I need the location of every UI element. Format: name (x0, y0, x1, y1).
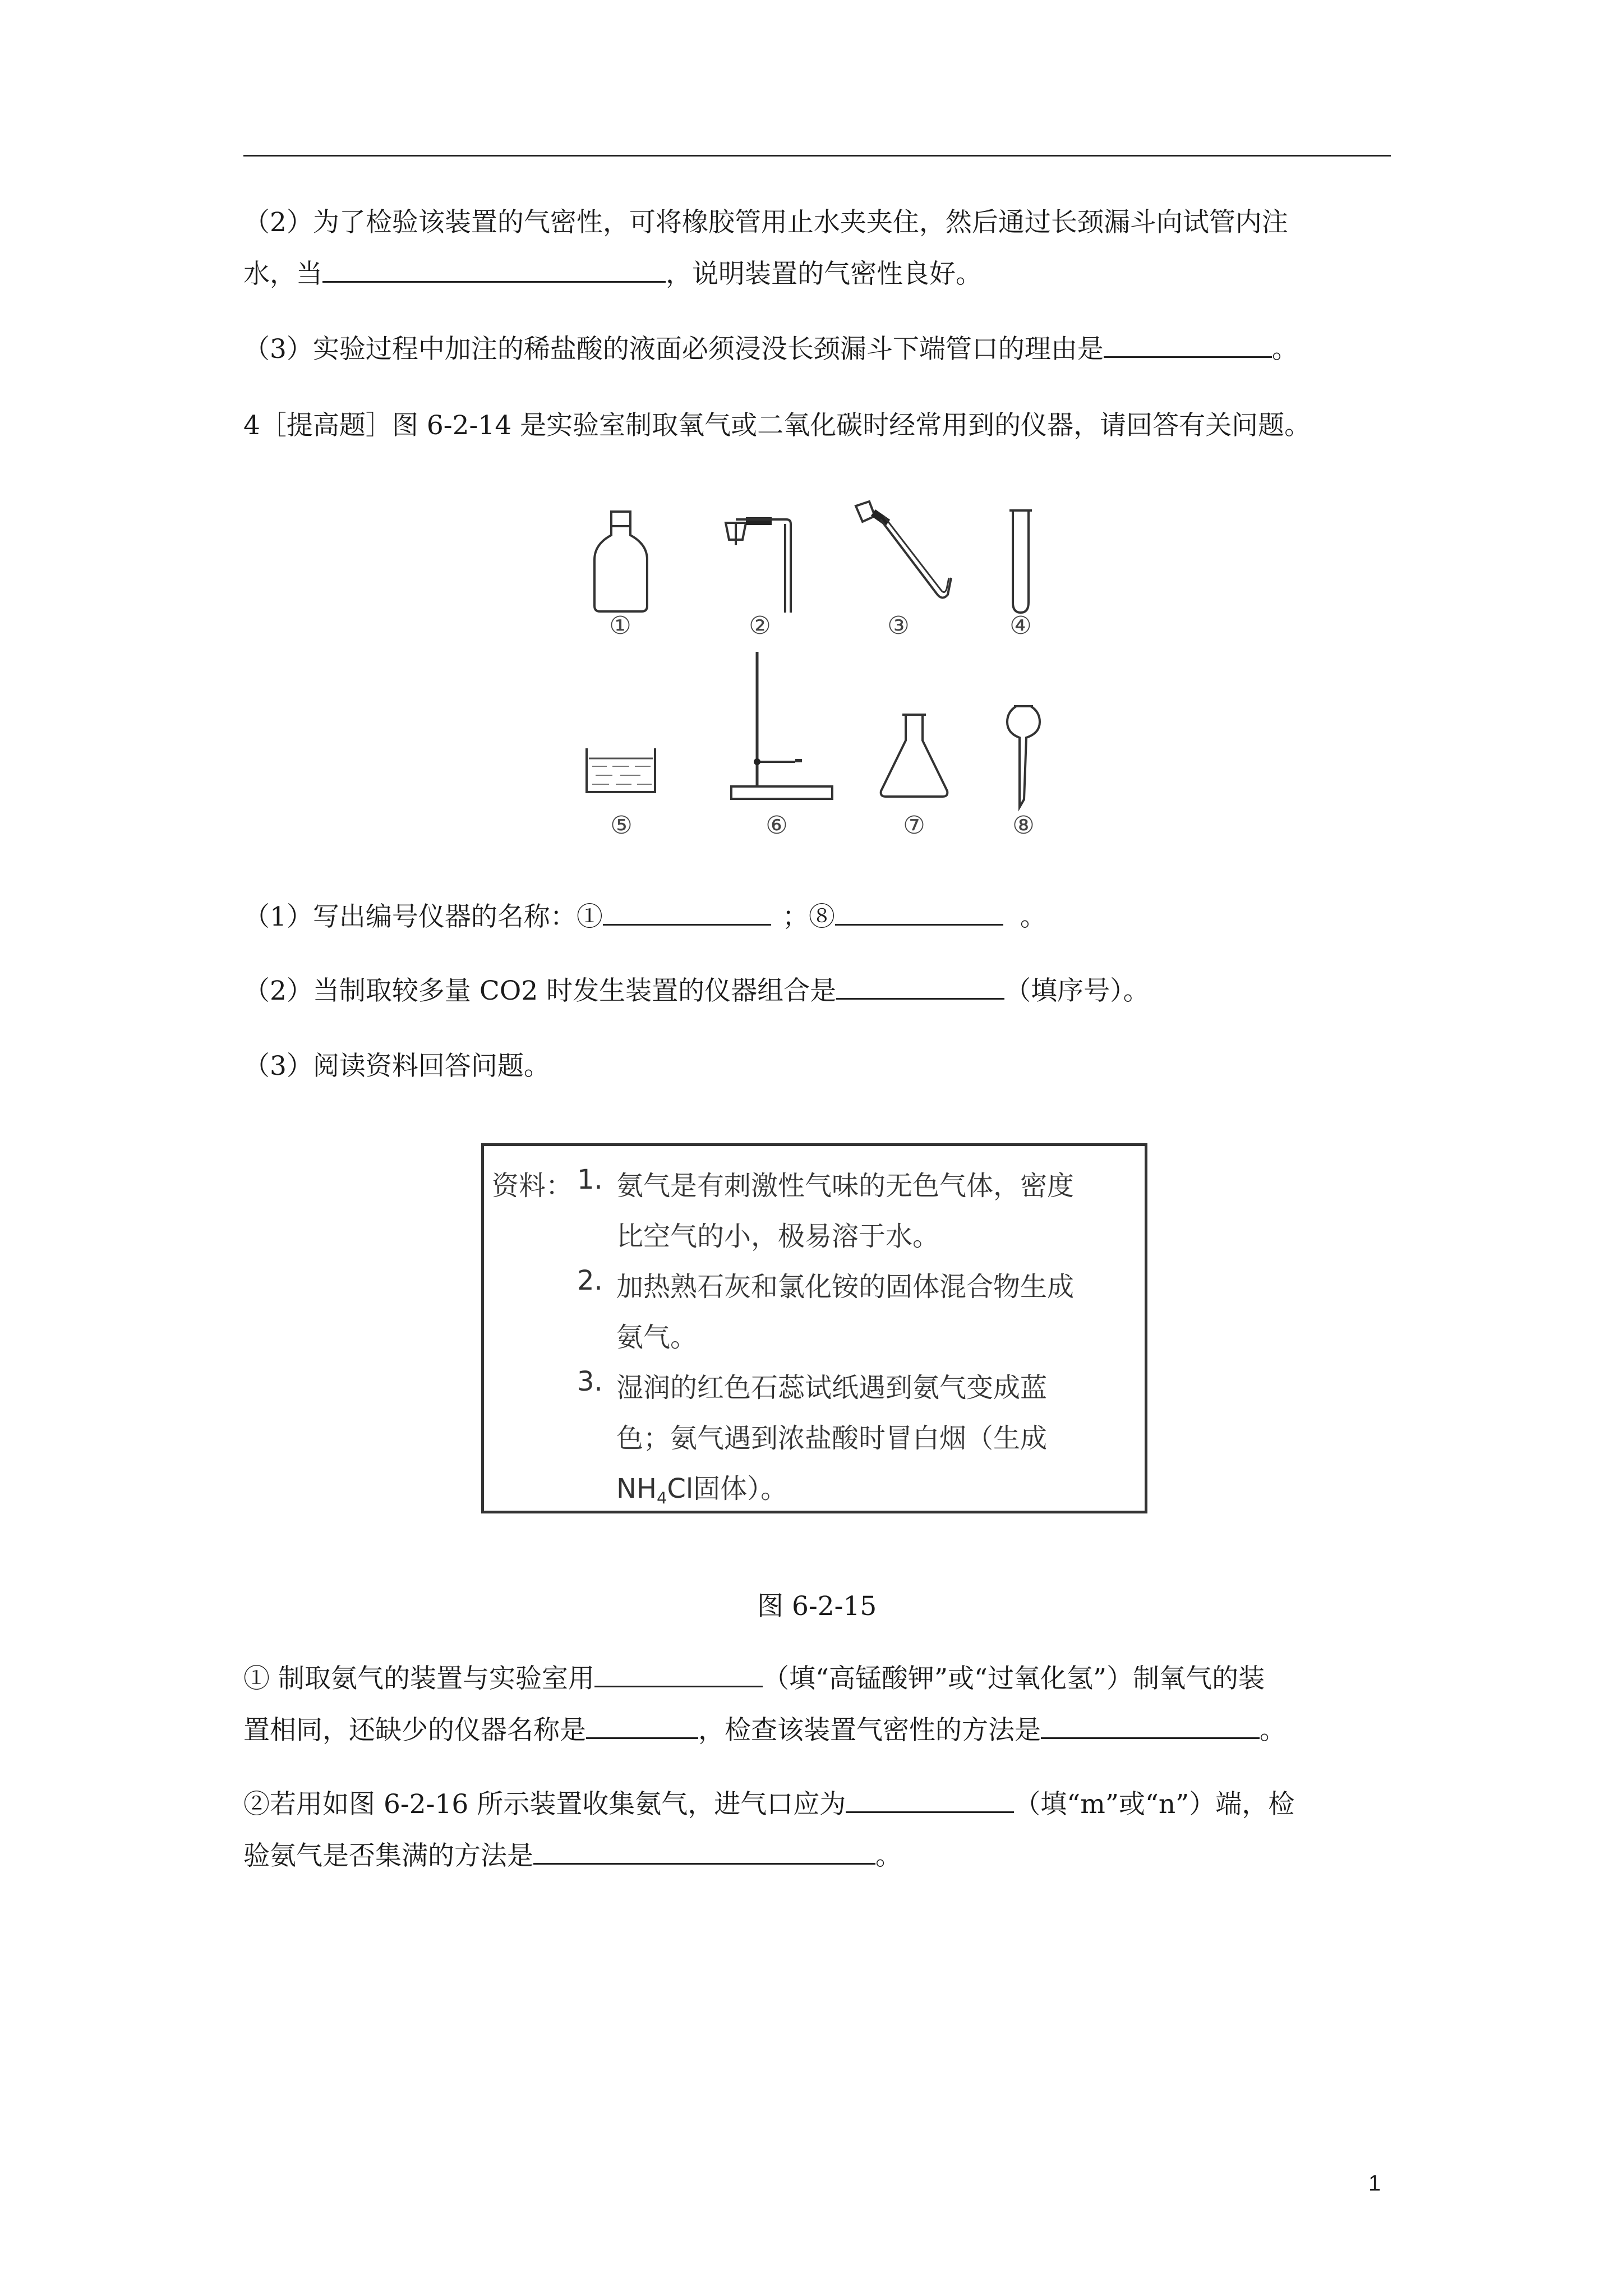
sub1-line1 (243, 1651, 1393, 1706)
sub2-line2-pre: 验氨气是否集满的方法是 (243, 1841, 533, 1871)
answer-blank[interactable] (1041, 1715, 1260, 1739)
sub1-line2-pre: 置相同，还缺少的仪器名称是 (243, 1715, 586, 1746)
reference-item3-num: 3. (577, 1366, 603, 1397)
q3-part2-line2 (243, 247, 1393, 302)
reference-item3-line3 (616, 1467, 787, 1508)
answer-blank[interactable] (594, 1663, 763, 1687)
sub1-line2 (243, 1703, 1393, 1758)
answer-blank[interactable] (846, 1789, 1014, 1813)
reference-item1-num: 1. (577, 1164, 603, 1195)
sub2-line2-end: 。 (875, 1841, 902, 1871)
q4-part2-end: （填序号）。 (1004, 976, 1150, 1006)
q3-part2-text2-post: ，说明装置的气密性良好。 (666, 259, 982, 289)
q3-part2-text2-pre: 水，当 (243, 259, 322, 289)
sub1-text-pre: ① 制取氨气的装置与实验室用 (243, 1663, 594, 1694)
instrument-label-3: ③ (887, 611, 910, 640)
answer-blank[interactable] (586, 1715, 698, 1739)
reference-item1-line2: 比空气的小，极易溶于水。 (616, 1221, 940, 1252)
figure-caption: 图 6-2-15 (757, 1591, 877, 1622)
q4-part2-text: （2）当制取较多量 CO2 时发生装置的仪器组合是 (243, 976, 837, 1006)
test-tube-icon (1004, 509, 1038, 616)
instrument-label-2: ② (749, 611, 771, 640)
answer-blank[interactable] (603, 901, 771, 926)
q3-part3-text: （3）实验过程中加注的稀盐酸的液面必须浸没长颈漏斗下端管口的理由是 (243, 334, 1104, 365)
sub1-line2-mid: ，检查该装置气密性的方法是 (698, 1715, 1041, 1746)
page-number: 1 (1368, 2171, 1381, 2196)
reference-item2-num: 2. (577, 1265, 603, 1296)
conical-flask-icon (878, 712, 951, 799)
instrument-label-6: ⑥ (766, 811, 788, 840)
q4-intro-text: 4［提高题］图 6-2-14 是实验室制取氧气或二氧化碳时经常用到的仪器，请回答有关问题。 (243, 410, 1311, 441)
nh4cl-formula-sub: 4 (657, 1488, 667, 1508)
q4-part1-text: （1）写出编号仪器的名称：① (243, 901, 603, 932)
water-trough-icon (584, 746, 657, 797)
reference-heading: 资料： (492, 1170, 573, 1202)
reference-item1-line1: 氨气是有刺激性气味的无色气体，密度 (616, 1170, 1075, 1202)
nh4cl-formula-post: Cl固体）。 (667, 1473, 788, 1504)
delivery-tube-icon (852, 499, 965, 611)
sub2-text-pre: ②若用如图 6-2-16 所示装置收集氨气，进气口应为 (243, 1789, 846, 1820)
instrument-label-8: ⑧ (1012, 811, 1035, 840)
iron-stand-icon (729, 651, 836, 802)
answer-blank[interactable] (322, 259, 666, 283)
sub1-text-mid: （填“高锰酸钾”或“过氧化氢”）制氧气的装 (762, 1663, 1265, 1694)
instrument-label-4: ④ (1009, 611, 1032, 640)
instrument-label-5: ⑤ (610, 811, 633, 840)
q4-part1-mid: ；⑧ (782, 901, 835, 932)
instrument-label-1: ① (609, 611, 631, 640)
sub2-line1 (243, 1777, 1393, 1832)
reference-item2-line1: 加热熟石灰和氯化铵的固体混合物生成 (616, 1271, 1075, 1303)
instrument-label-7: ⑦ (903, 811, 925, 840)
reference-item3-line1: 湿润的红色石蕊试纸遇到氨气变成蓝 (616, 1372, 1048, 1404)
q3-part3-end: 。 (1271, 334, 1298, 365)
long-neck-funnel-icon (1004, 704, 1043, 811)
q3-part2-text1: （2）为了检验该装置的气密性，可将橡胶管用止水夹夹住，然后通过长颈漏斗向试管内注 (243, 207, 1288, 238)
sub2-line2 (243, 1829, 1393, 1884)
reference-item2-line2: 氨气。 (616, 1322, 698, 1353)
q3-part2-line1 (243, 195, 1393, 250)
answer-blank[interactable] (835, 901, 1003, 926)
reference-item3-line2: 色；氨气遇到浓盐酸时冒白烟（生成 (616, 1423, 1048, 1454)
sub1-line2-end: 。 (1260, 1715, 1286, 1746)
q4-part2 (243, 964, 1393, 1019)
q4-part3-text: （3）阅读资料回答问题。 (243, 1051, 550, 1082)
reference-box (481, 1143, 1147, 1513)
answer-blank[interactable] (836, 976, 1004, 1000)
answer-blank[interactable] (1104, 334, 1272, 358)
q4-part1-end: 。 (1020, 901, 1046, 932)
q3-part3 (243, 322, 1393, 377)
instruments-figure (572, 494, 1077, 853)
q4-part3 (243, 1039, 1393, 1094)
answer-blank[interactable] (533, 1841, 875, 1865)
stopper-tube-icon (723, 510, 796, 614)
gas-bottle-icon (590, 510, 652, 614)
q4-intro (243, 398, 1393, 453)
nh4cl-formula-pre: NH (616, 1473, 657, 1504)
header-rule (243, 155, 1391, 157)
sub2-text-mid: （填“m”或“n”）端，检 (1014, 1789, 1295, 1820)
q4-part1 (243, 890, 1393, 945)
